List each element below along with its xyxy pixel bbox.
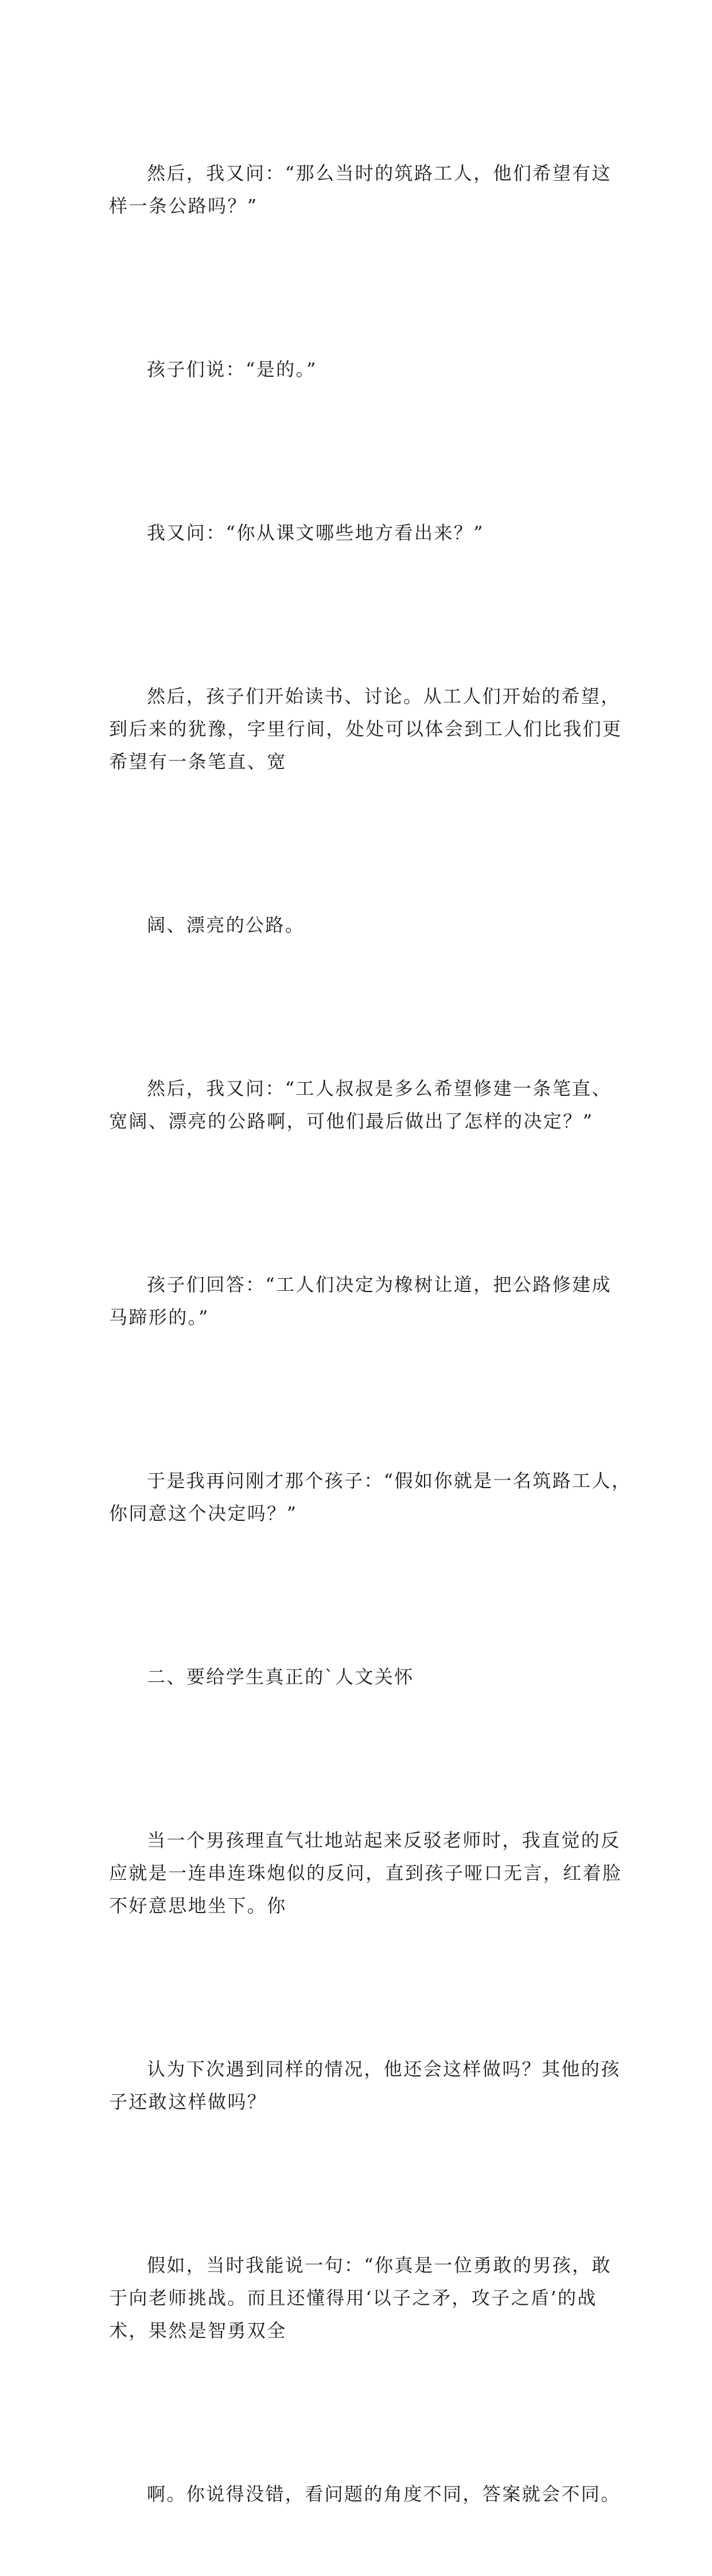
text-line: 你同意这个决定吗？” — [109, 1502, 298, 1524]
text-line: 希望有一条笔直、宽 — [109, 751, 287, 772]
text-line: 子还敢这样做吗？ — [109, 2091, 267, 2113]
text-line: 宽阔、漂亮的公路啊，可他们最后做出了怎样的决定？” — [109, 1110, 594, 1132]
text-line: 孩子们说：“是的。” — [147, 358, 317, 380]
paragraph — [109, 615, 622, 844]
paragraph — [109, 1007, 614, 1203]
paragraph — [109, 844, 614, 1007]
text-line: 不好意思地坐下。你 — [109, 1895, 287, 1917]
text-line: 马蹄形的。” — [109, 1306, 209, 1328]
text-line: 啊。你说得没错，看问题的角度不同，答案就会不同。 — [147, 2483, 621, 2505]
text-line: 于向老师挑战。而且还懂得用‘以子之矛，攻子之盾’的战 — [109, 2287, 597, 2309]
text-line: 然后，我又问：“工人叔叔是多么希望修建一条笔直、 — [147, 1078, 612, 1099]
text-line: 二、要给学生真正的`人文关怀 — [147, 1666, 414, 1688]
text-line: 阔、漂亮的公路。 — [147, 914, 305, 936]
text-line: 术，果然是智勇双全 — [109, 2320, 287, 2341]
section-heading — [109, 1595, 614, 1759]
paragraph — [109, 1759, 622, 1988]
text-line: 认为下次遇到同样的情况，他还会这样做吗？其他的孩 — [147, 2058, 621, 2080]
paragraph — [109, 2184, 614, 2413]
text-line: 样一条公路吗？” — [109, 195, 258, 217]
text-line: 然后，孩子们开始读书、讨论。从工人们开始的希望， — [147, 685, 621, 707]
paragraph — [109, 1988, 621, 2184]
text-line: 假如，当时我能说一句：“你真是一位勇敢的男孩，敢 — [147, 2254, 612, 2276]
text-line: 应就是一连串连珠炮似的反问，直到孩子哑口无言，红着脸 — [109, 1862, 622, 1884]
text-line: 于是我再问刚才那个孩子：“假如你就是一名筑路工人， — [147, 1470, 632, 1492]
paragraph — [109, 1399, 632, 1595]
document-body — [109, 92, 632, 2576]
text-line: 当一个男孩理直气壮地站起来反驳老师时，我直觉的反 — [147, 1829, 621, 1851]
text-line: 到后来的犹豫，字里行间，处处可以体会到工人们比我们更 — [109, 718, 622, 740]
paragraph — [109, 288, 614, 451]
paragraph — [109, 2413, 621, 2576]
paragraph — [109, 451, 614, 615]
text-line: 然后，我又问：“那么当时的筑路工人，他们希望有这 — [147, 162, 612, 184]
paragraph — [109, 1203, 614, 1399]
text-line: 孩子们回答：“工人们决定为橡树让道，把公路修建成 — [147, 1274, 612, 1295]
paragraph — [109, 92, 614, 288]
text-line: 我又问：“你从课文哪些地方看出来？” — [147, 522, 484, 544]
